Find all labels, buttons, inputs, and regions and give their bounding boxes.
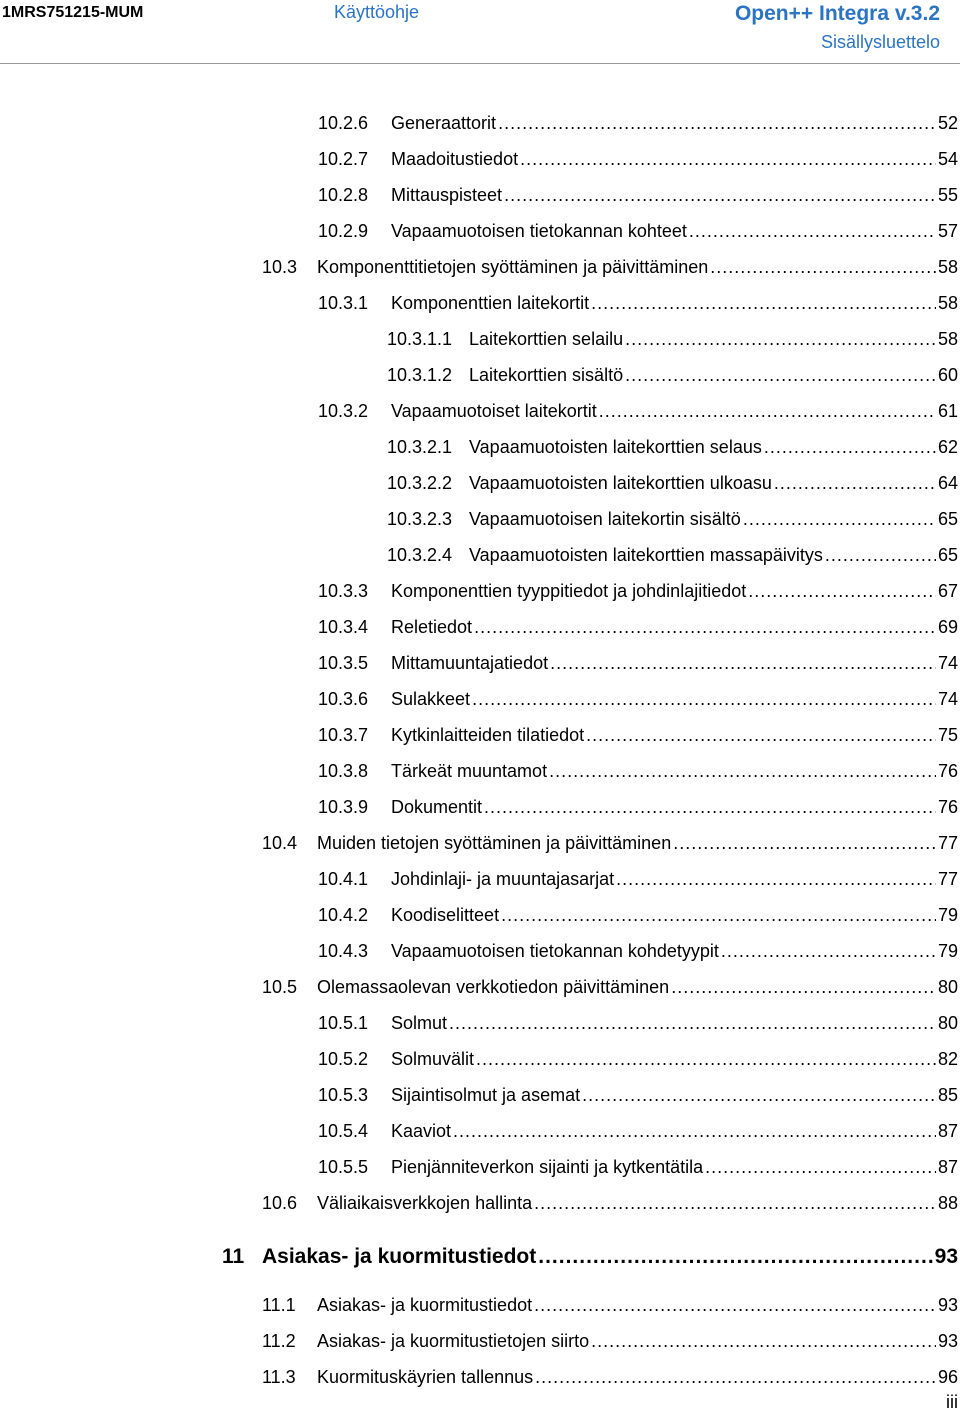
- toc-entry-number: 10.4.2: [318, 905, 369, 925]
- toc-dot-leader: [549, 760, 936, 782]
- toc-entry-number: 10.3.2.4: [387, 545, 453, 565]
- toc-entry-page: 87: [937, 1157, 958, 1177]
- toc-entry-number: 10.3.1.2: [387, 365, 453, 385]
- toc-entry-title: Kytkinlaitteiden tilatiedot: [391, 725, 585, 745]
- toc-entry-page: 77: [937, 833, 958, 853]
- toc-entry-page: 54: [937, 149, 958, 169]
- toc-entry-page: 85: [937, 1085, 958, 1105]
- toc-entry-number: 10.6: [262, 1193, 298, 1213]
- toc-entry-title: Pienjänniteverkon sijainti ja kytkentätila: [391, 1157, 704, 1177]
- toc-entry-title: Maadoitustiedot: [391, 149, 519, 169]
- toc-entry-title: Vapaamuotoisen laitekortin sisältö: [469, 509, 741, 529]
- toc-entry-page: 93: [937, 1295, 958, 1315]
- product-title: Open++ Integra v.3.2: [734, 2, 940, 25]
- toc-entry-title: Reletiedot: [391, 617, 473, 637]
- toc-entry-page: 93: [937, 1331, 958, 1351]
- toc-entry[interactable]: [0, 386, 960, 422]
- toc-dot-leader: [671, 976, 936, 998]
- toc-entry[interactable]: [0, 962, 960, 998]
- toc-entry[interactable]: [0, 314, 960, 350]
- toc-entry-page: 79: [937, 941, 958, 961]
- toc-dot-leader: [474, 616, 936, 638]
- table-of-contents: [0, 98, 960, 1388]
- toc-entry-page: 96: [937, 1367, 958, 1387]
- toc-entry-title: Johdinlaji- ja muuntajasarjat: [391, 869, 615, 889]
- toc-entry-title: Kuormituskäyrien tallennus: [317, 1367, 534, 1387]
- toc-entry-page: 76: [937, 761, 958, 781]
- toc-entry[interactable]: [0, 458, 960, 494]
- toc-chapter-entry[interactable]: [0, 1222, 960, 1274]
- toc-entry[interactable]: [0, 854, 960, 890]
- toc-dot-leader: [764, 436, 936, 458]
- toc-dot-leader: [538, 1246, 932, 1268]
- toc-entry-title: Vapaamuotoisen tietokannan kohdetyypit: [391, 941, 719, 961]
- toc-dot-leader: [710, 256, 936, 278]
- toc-dot-leader: [582, 1084, 936, 1106]
- toc-entry-number: 10.3.6: [318, 689, 369, 709]
- toc-entry[interactable]: [0, 206, 960, 242]
- toc-dot-leader: [472, 688, 936, 710]
- toc-entry-number: 11: [222, 1245, 245, 1268]
- toc-entry[interactable]: [0, 170, 960, 206]
- toc-entry-number: 10.3.2.1: [387, 437, 453, 457]
- toc-entry[interactable]: [0, 350, 960, 386]
- toc-entry-page: 74: [937, 653, 958, 673]
- toc-dot-leader: [535, 1366, 936, 1388]
- toc-entry-number: 10.3.2.2: [387, 473, 453, 493]
- toc-dot-leader: [550, 652, 936, 674]
- toc-entry[interactable]: [0, 422, 960, 458]
- toc-entry-title: Koodiselitteet: [391, 905, 500, 925]
- toc-entry-title: Komponenttitietojen syöttäminen ja päivittäminen: [317, 257, 709, 277]
- toc-dot-leader: [673, 832, 936, 854]
- toc-entry-title: Laitekorttien sisältö: [469, 365, 624, 385]
- toc-entry[interactable]: [0, 890, 960, 926]
- toc-entry-number: 11.1: [262, 1295, 296, 1315]
- toc-entry-number: 10.3.2.3: [387, 509, 453, 529]
- toc-entry-number: 10.5: [262, 977, 298, 997]
- toc-entry-title: Solmuvälit: [391, 1049, 475, 1069]
- toc-entry[interactable]: [0, 1352, 960, 1388]
- toc-entry-number: 10.3.8: [318, 761, 369, 781]
- toc-dot-leader: [453, 1120, 936, 1142]
- toc-entry-page: 69: [937, 617, 958, 637]
- toc-entry[interactable]: [0, 566, 960, 602]
- toc-dot-leader: [721, 940, 936, 962]
- toc-entry-page: 88: [937, 1193, 958, 1213]
- toc-entry-title: Asiakas- ja kuormitustiedot: [262, 1245, 537, 1268]
- toc-entry[interactable]: [0, 710, 960, 746]
- toc-entry-number: 10.3.1.1: [387, 329, 453, 349]
- toc-entry-page: 65: [937, 509, 958, 529]
- toc-entry-title: Sulakkeet: [391, 689, 471, 709]
- toc-entry-number: 10.4: [262, 833, 298, 853]
- toc-entry[interactable]: [0, 818, 960, 854]
- toc-dot-leader: [504, 184, 936, 206]
- toc-entry-page: 79: [937, 905, 958, 925]
- toc-entry[interactable]: [0, 494, 960, 530]
- toc-entry-page: 67: [937, 581, 958, 601]
- toc-entry-title: Mittauspisteet: [391, 185, 503, 205]
- document-code: 1MRS751215-MUM: [2, 4, 144, 21]
- toc-entry-number: 10.3: [262, 257, 298, 277]
- toc-dot-leader: [748, 580, 936, 602]
- toc-dot-leader: [705, 1156, 936, 1178]
- toc-dot-leader: [534, 1192, 936, 1214]
- toc-entry-page: 52: [937, 113, 958, 133]
- toc-entry-title: Asiakas- ja kuormitustiedot: [317, 1295, 533, 1315]
- toc-entry[interactable]: [0, 1034, 960, 1070]
- toc-dot-leader: [501, 904, 936, 926]
- toc-dot-leader: [689, 220, 936, 242]
- toc-entry-number: 10.5.4: [318, 1121, 369, 1141]
- toc-dot-leader: [586, 724, 936, 746]
- toc-entry[interactable]: [0, 530, 960, 566]
- toc-entry-number: 10.5.1: [318, 1013, 369, 1033]
- toc-entry-title: Väliaikaisverkkojen hallinta: [317, 1193, 533, 1213]
- toc-entry-number: 10.5.3: [318, 1085, 369, 1105]
- toc-entry-number: 10.4.1: [318, 869, 369, 889]
- toc-entry-title: Mittamuuntajatiedot: [391, 653, 549, 673]
- toc-entry-number: 10.3.7: [318, 725, 369, 745]
- toc-entry-page: 58: [937, 329, 958, 349]
- toc-entry-page: 57: [937, 221, 958, 241]
- toc-entry[interactable]: [0, 1070, 960, 1106]
- toc-entry[interactable]: [0, 674, 960, 710]
- toc-dot-leader: [591, 292, 936, 314]
- toc-entry-page: 76: [937, 797, 958, 817]
- toc-dot-leader: [616, 868, 936, 890]
- toc-entry-title: Vapaamuotoisten laitekorttien massapäivitys: [469, 545, 823, 565]
- toc-dot-leader: [449, 1012, 936, 1034]
- toc-entry-page: 87: [937, 1121, 958, 1141]
- toc-entry-page: 60: [937, 365, 958, 385]
- toc-entry[interactable]: [0, 1316, 960, 1352]
- toc-entry-page: 80: [937, 977, 958, 997]
- toc-dot-leader: [498, 112, 936, 134]
- toc-entry-number: 10.3.3: [318, 581, 369, 601]
- toc-dot-leader: [599, 400, 936, 422]
- toc-entry-page: 77: [937, 869, 958, 889]
- page-number: iii: [946, 1392, 958, 1412]
- toc-entry-number: 11.2: [262, 1331, 296, 1351]
- toc-entry-page: 82: [937, 1049, 958, 1069]
- toc-entry-title: Vapaamuotoisen tietokannan kohteet: [391, 221, 687, 241]
- toc-entry-page: 58: [937, 293, 958, 313]
- toc-dot-leader: [476, 1048, 936, 1070]
- toc-entry-title: Tärkeät muuntamot: [391, 761, 548, 781]
- toc-entry-number: 10.5.2: [318, 1049, 369, 1069]
- toc-entry-number: 10.4.3: [318, 941, 369, 961]
- toc-dot-leader: [625, 328, 936, 350]
- page-header: [0, 0, 960, 66]
- toc-entry-number: 10.3.1: [318, 293, 369, 313]
- toc-entry-title: Komponenttien laitekortit: [391, 293, 590, 313]
- toc-entry[interactable]: [0, 134, 960, 170]
- toc-entry-number: 10.3.2: [318, 401, 369, 421]
- toc-entry-page: 55: [937, 185, 958, 205]
- toc-entry-title: Muiden tietojen syöttäminen ja päivittäminen: [317, 833, 672, 853]
- toc-entry-title: Asiakas- ja kuormitustietojen siirto: [317, 1331, 590, 1351]
- toc-entry-title: Vapaamuotoisten laitekorttien ulkoasu: [469, 473, 772, 493]
- toc-entry-title: Solmut: [391, 1013, 448, 1033]
- toc-entry-title: Komponenttien tyyppitiedot ja johdinlajitiedot: [391, 581, 747, 601]
- toc-entry-title: Sijaintisolmut ja asemat: [391, 1085, 581, 1105]
- toc-entry-page: 61: [937, 401, 958, 421]
- toc-dot-leader: [743, 508, 936, 530]
- toc-entry-title: Vapaamuotoisten laitekorttien selaus: [469, 437, 762, 457]
- toc-dot-leader: [825, 544, 936, 566]
- toc-entry[interactable]: [0, 98, 960, 134]
- toc-dot-leader: [520, 148, 936, 170]
- toc-entry-title: Olemassaolevan verkkotiedon päivittäminen: [317, 977, 670, 997]
- toc-entry-page: 75: [937, 725, 958, 745]
- toc-entry-page: 64: [937, 473, 958, 493]
- toc-dot-leader: [534, 1294, 936, 1316]
- toc-entry-page: 62: [937, 437, 958, 457]
- toc-dot-leader: [484, 796, 936, 818]
- toc-dot-leader: [625, 364, 936, 386]
- toc-entry-number: 10.3.9: [318, 797, 369, 817]
- toc-entry-number: 10.2.8: [318, 185, 369, 205]
- toc-dot-leader: [774, 472, 936, 494]
- toc-entry[interactable]: [0, 926, 960, 962]
- toc-entry-title: Kaaviot: [391, 1121, 452, 1141]
- toc-entry-number: 11.3: [262, 1367, 296, 1387]
- toc-entry-number: 10.2.7: [318, 149, 369, 169]
- header-divider: [0, 63, 960, 64]
- toc-entry[interactable]: [0, 1280, 960, 1316]
- toc-entry-number: 10.3.4: [318, 617, 369, 637]
- toc-entry[interactable]: [0, 602, 960, 638]
- toc-entry[interactable]: [0, 998, 960, 1034]
- toc-entry-number: 10.5.5: [318, 1157, 369, 1177]
- toc-entry-page: 80: [937, 1013, 958, 1033]
- toc-entry[interactable]: [0, 1142, 960, 1178]
- toc-entry-page: 58: [937, 257, 958, 277]
- toc-entry[interactable]: [0, 638, 960, 674]
- toc-entry[interactable]: [0, 1106, 960, 1142]
- toc-entry[interactable]: [0, 278, 960, 314]
- toc-entry-title: Generaattorit: [391, 113, 497, 133]
- toc-entry-page: 74: [937, 689, 958, 709]
- toc-entry-title: Vapaamuotoiset laitekortit: [391, 401, 597, 421]
- toc-entry-number: 10.2.6: [318, 113, 369, 133]
- toc-entry-number: 10.2.9: [318, 221, 369, 241]
- toc-entry-page: 93: [934, 1245, 958, 1268]
- toc-entry[interactable]: [0, 242, 960, 278]
- toc-entry[interactable]: [0, 782, 960, 818]
- toc-entry-number: 10.3.5: [318, 653, 369, 673]
- toc-dot-leader: [591, 1330, 936, 1352]
- section-title: Sisällysluettelo: [820, 32, 940, 52]
- toc-entry-title: Laitekorttien selailu: [469, 329, 624, 349]
- toc-entry[interactable]: [0, 746, 960, 782]
- document-type: Käyttöohje: [334, 2, 420, 22]
- toc-entry-title: Dokumentit: [391, 797, 483, 817]
- toc-entry-page: 65: [937, 545, 958, 565]
- toc-entry[interactable]: [0, 1178, 960, 1214]
